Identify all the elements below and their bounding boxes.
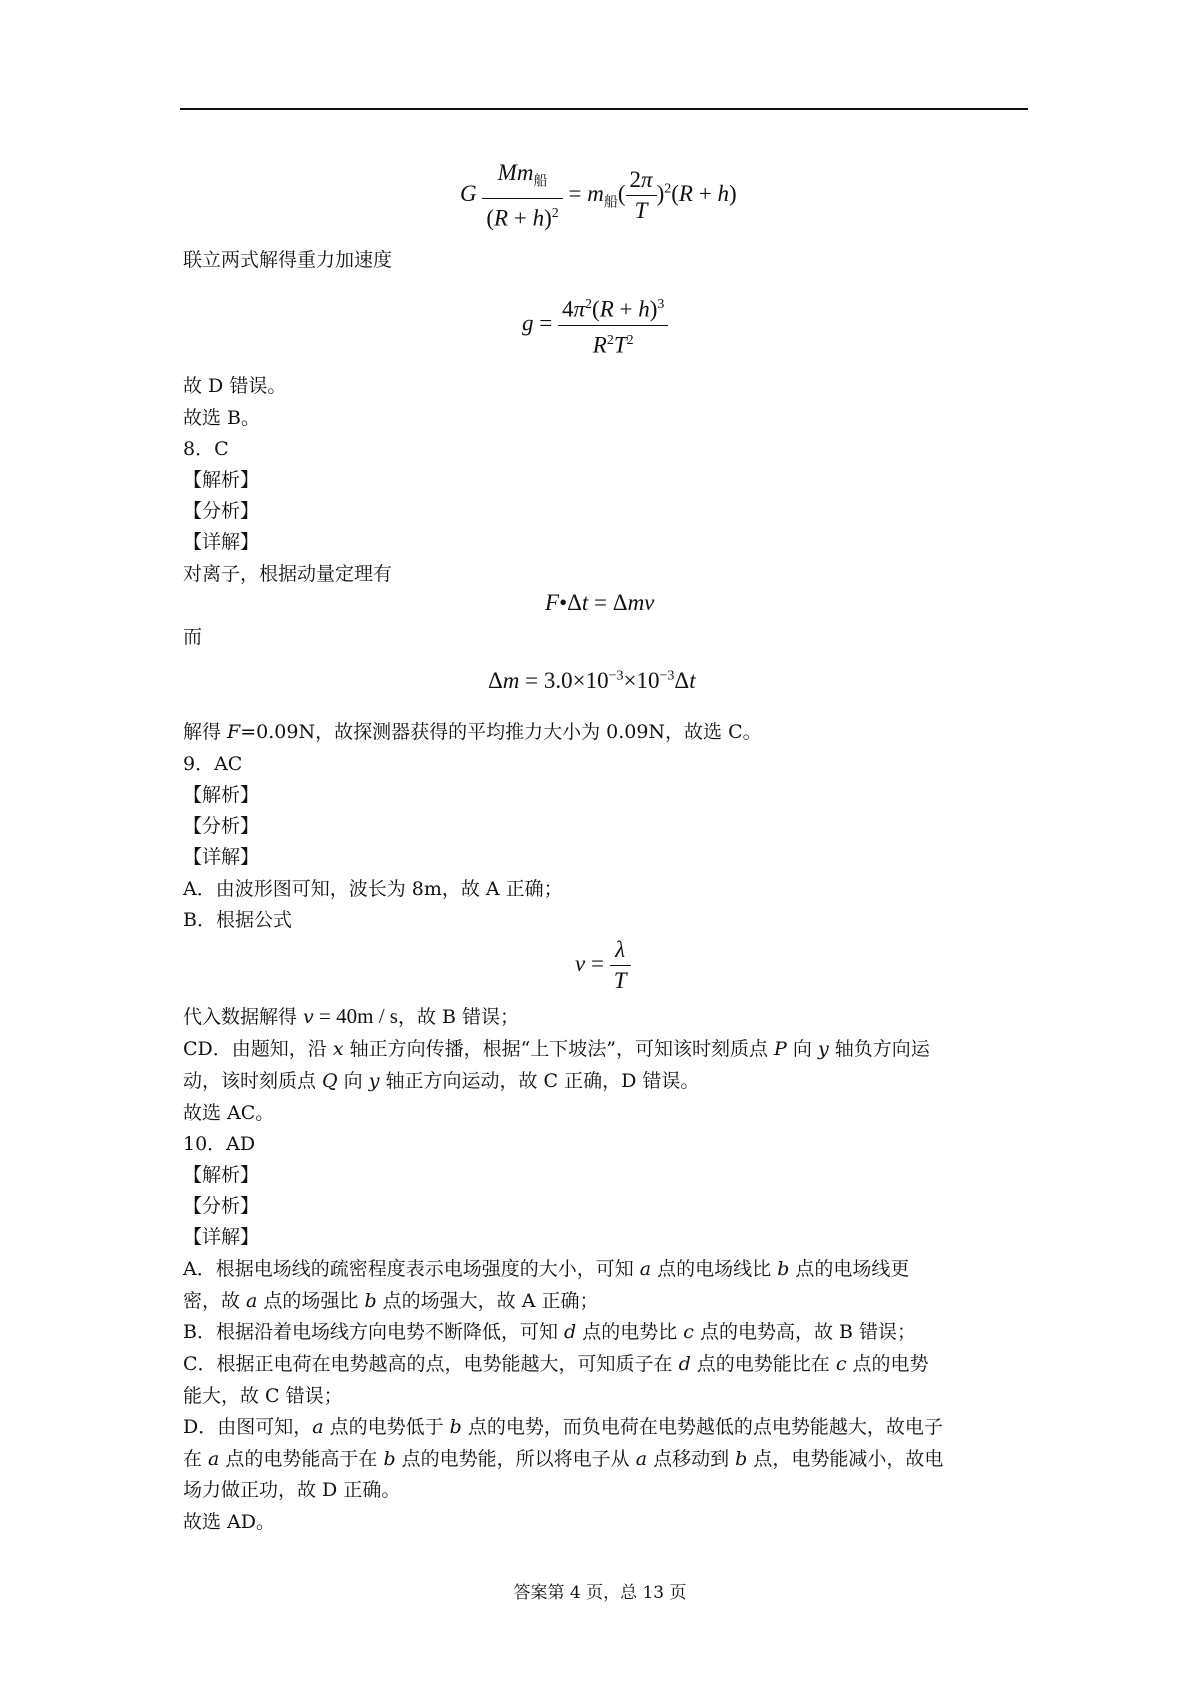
text-line: B．根据沿着电场线方向电势不断降低，可知 d 点的电势比 c 点的电势高，故 B 错误； <box>183 1321 917 1343</box>
formula-wave-speed: v = $\frac{\lambda}{T}$ <box>575 935 631 996</box>
text-line: 在 a 点的电势能高于在 b 点的电势能，所以将电子从 a 点移动到 b 点，电势能减小，故电 <box>183 1448 944 1470</box>
text-line: A．根据电场线的疏密程度表示电场强度的大小，可知 a 点的电场线比 b 点的电场线更 <box>183 1258 910 1280</box>
text-line: 对离子，根据动量定理有 <box>183 563 393 585</box>
text-line: A．由波形图可知，波长为 8m，故 A 正确； <box>183 878 563 900</box>
text-line: 能大，故 C 错误； <box>183 1385 343 1407</box>
text-line: C．根据正电荷在电势越高的点，电势能越大，可知质子在 d 点的电势能比在 c 点的电势 <box>183 1353 929 1375</box>
text-line: 故选 B。 <box>183 407 261 429</box>
text-line: 代入数据解得 v = 40m / s，故 B 错误； <box>183 1004 520 1028</box>
formula-gravitation: G $\frac{Mm_船}{(R + h)^2}$ = $m_船$( $\frac{2\pi}{T}$ )$^2$(R + h) <box>460 160 737 231</box>
text-line: 密，故 a 点的场强比 b 点的场强大，故 A 正确； <box>183 1290 599 1312</box>
text-line: 解得 F=0.09N，故探测器获得的平均推力大小为 0.09N，故选 C。 <box>183 721 762 743</box>
section-label: 【分析】 <box>183 500 260 522</box>
section-label: 【详解】 <box>183 531 260 553</box>
section-label: 【解析】 <box>183 784 260 806</box>
question-number: 8．C <box>183 438 229 460</box>
section-label: 【分析】 <box>183 815 260 837</box>
section-label: 【解析】 <box>183 1164 260 1186</box>
text-line: 而 <box>183 626 203 648</box>
text-line: 故 D 错误。 <box>183 375 287 397</box>
text-line: 联立两式解得重力加速度 <box>183 249 393 271</box>
formula-momentum-theorem: F•Δt = Δmv <box>545 590 655 615</box>
text-line: 动，该时刻质点 Q 向 y 轴正方向运动，故 C 正确，D 错误。 <box>183 1070 700 1092</box>
text-line: 场力做正功，故 D 正确。 <box>183 1479 401 1501</box>
page-footer: 答案第 4 页，总 13 页 <box>513 1583 687 1603</box>
text-line: 故选 AC。 <box>183 1102 275 1124</box>
section-label: 【分析】 <box>183 1195 260 1217</box>
formula-mass-change: $\Delta m = 3.0\times 10^{-3}\times 10^{-3}\Delta t$ <box>488 668 696 693</box>
text-line: 故选 AD。 <box>183 1511 275 1533</box>
section-label: 【详解】 <box>183 846 260 868</box>
section-label: 【详解】 <box>183 1226 260 1248</box>
formula-gravity-acceleration: g = $\frac{4\pi^2(R + h)^3}{R^2T^2}$ <box>522 290 668 360</box>
header-rule <box>180 108 1028 110</box>
section-label: 【解析】 <box>183 469 260 491</box>
question-number: 10．AD <box>183 1133 256 1155</box>
text-line: B．根据公式 <box>183 909 292 931</box>
text-line: D．由图可知，a 点的电势低于 b 点的电势，而负电荷在电势越低的点电势能越大，故电子 <box>183 1416 943 1438</box>
text-line: CD．由题知，沿 x 轴正方向传播，根据“上下坡法”，可知该时刻质点 P 向 y 轴负方向运 <box>183 1038 930 1060</box>
question-number: 9．AC <box>183 753 243 775</box>
